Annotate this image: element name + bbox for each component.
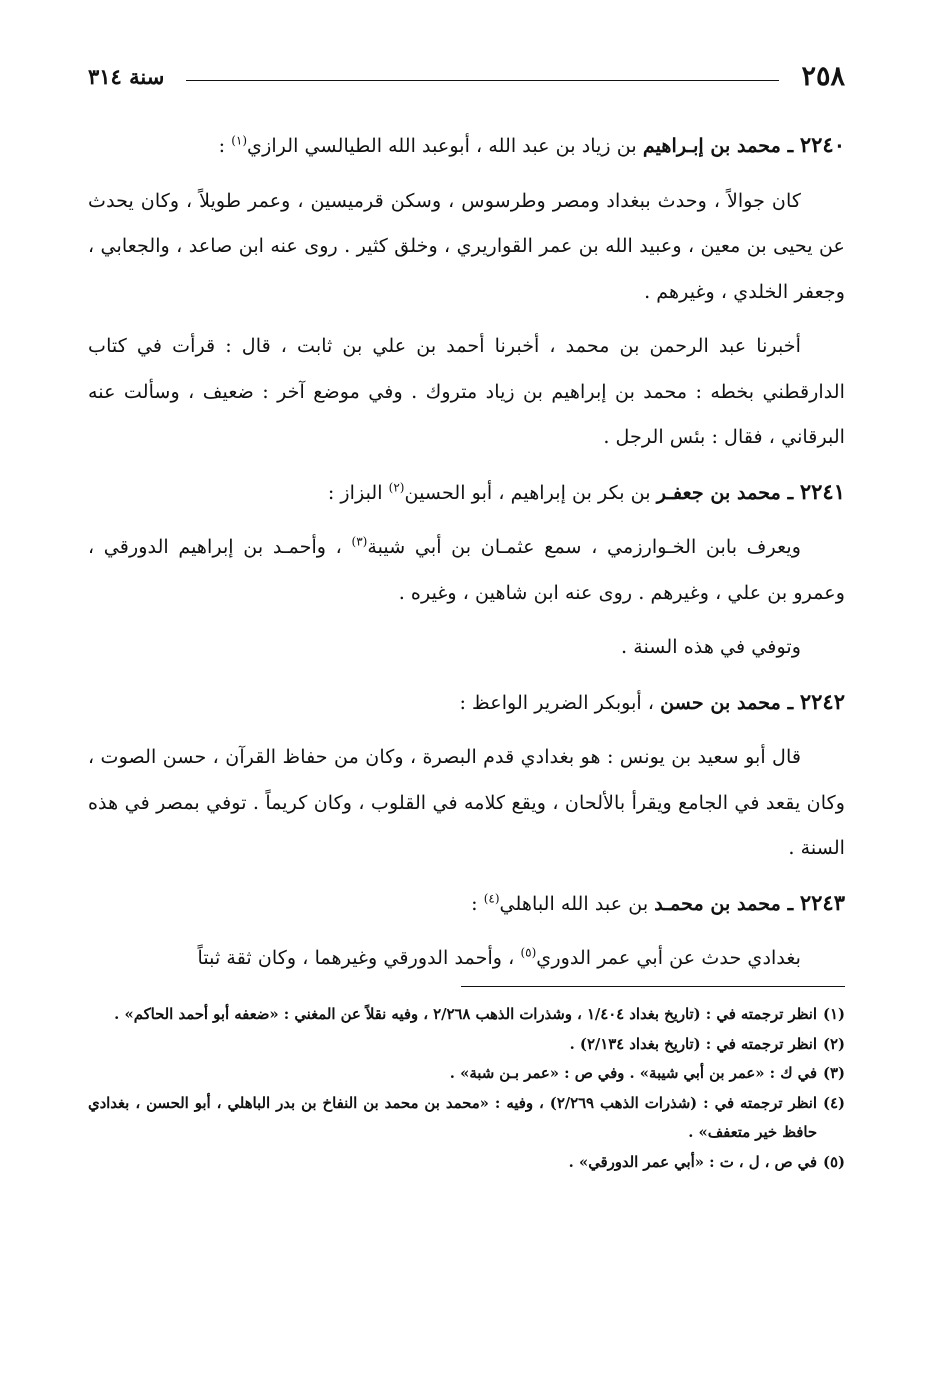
footnote: [88, 1000, 845, 1030]
entry-colon: :: [218, 134, 232, 157]
main-text: [88, 122, 845, 990]
entry-lineage: بن زياد بن عبد الله ، أبوعبد الله الطيالسي الرازي: [247, 134, 643, 157]
entry-heading: [88, 679, 845, 726]
footnote-text: في ص ، ل ، ت : «أبي عمر الدورقي» .: [568, 1153, 817, 1171]
entry-number: ٢٢٤١: [799, 478, 845, 504]
footnote-ref: (٥): [520, 945, 537, 960]
entry-heading: [88, 880, 845, 927]
entry-number: ٢٢٤٠: [799, 132, 845, 157]
paragraph: كان جوالاً ، وحدث ببغداد ومصر وطرسوس ، وسكن قرميسين ، وعمر طويلاً ، وكان يحدث عن يحيى بن معين ، وعبيد الله بن عمر القواريري ، وخلق كثير . روى عنه ابن صاعد ، والجعابي ، وجعفر الخلدي ، وغيرهم .: [88, 188, 845, 303]
entry-name: محمد بن جعفـر: [656, 480, 781, 504]
year-label: سنة ٣١٤: [88, 63, 165, 89]
footnote: [88, 1059, 845, 1089]
entry-lineage: ، أبوبكر الضرير الواعظ :: [459, 690, 661, 714]
entry-number: ٢٢٤٣: [799, 889, 845, 915]
entry-colon: البزاز :: [327, 480, 389, 504]
paragraph: أخبرنا عبد الرحمن بن محمد ، أخبرنا أحمد بن علي بن ثابت ، قال : قرأت في كتاب الدارقطني بخطه : محمد بن إبراهيم بن زياد متروك . وفي موضع آخر : ضعيف ، وسألت عنه البرقاني ، فقال : بئس الرجل .: [88, 334, 845, 448]
entry-dash: ـ: [780, 134, 800, 157]
paragraph: [88, 524, 845, 615]
entry-dash: ـ: [780, 690, 800, 714]
footnote-text: انظر ترجمته في : (شذرات الذهب ٢/٢٦٩) ، وفيه : «محمد بن محمد بن النفاخ بن بدر الباهلي ، أبو الحسن ، بغدادي حافظ خير متعفف» .: [88, 1094, 817, 1141]
paragraph-text: ، وأحمـد بن إبراهيم الدورقي ، وعمرو بن علي ، وغيرهم . روى عنه ابن شاهين ، وغيره .: [88, 535, 845, 604]
footnote-separator: [461, 986, 845, 987]
paragraph: قال أبو سعيد بن يونس : هو بغدادي قدم البصرة ، وكان من حفاظ القرآن ، حسن الصوت ، وكان يقعد في الجامع ويقرأ بالألحان ، ويقع كلامه في القلوب ، وكان كريماً . توفي بمصر في هذه السنة .: [88, 745, 845, 859]
paragraph: [88, 935, 845, 981]
entry-name: محمد بن حسن: [660, 690, 781, 714]
footnote-text: انظر ترجمته في : (تاريخ بغداد ٢/١٣٤) .: [569, 1035, 817, 1053]
footnote-number: (٢): [823, 1035, 845, 1053]
footnote-text: في ك : «عمر بن أبي شيبة» . وفي ص : «عمر بـن شبة» .: [449, 1065, 817, 1082]
header-rule: [186, 80, 779, 81]
entry-dash: ـ: [780, 480, 800, 504]
footnote-number: (٤): [823, 1094, 845, 1112]
footnote-ref: (٢): [388, 480, 405, 495]
footnotes: [88, 1000, 845, 1177]
footnote-ref: (٤): [483, 891, 500, 906]
footnote-ref: (١): [231, 133, 248, 148]
entry-number: ٢٢٤٢: [799, 688, 845, 714]
footnote: [88, 1030, 845, 1060]
entry-name: محمد بن إبـراهيم: [642, 134, 781, 157]
footnote: [88, 1148, 845, 1178]
entry-heading: [88, 469, 845, 516]
footnote-ref: (٣): [351, 534, 368, 549]
footnote-number: (٥): [823, 1153, 845, 1171]
entry-lineage: بن عبد الله الباهلي: [499, 891, 655, 915]
paragraph-text: ويعرف بابن الخـوارزمي ، سمع عثمـان بن أبي شيبة: [367, 535, 801, 558]
entry-dash: ـ: [780, 891, 800, 915]
paragraph: وتوفي في هذه السنة .: [621, 635, 801, 658]
footnote-number: (٣): [823, 1065, 845, 1082]
paragraph-text: بغدادي حدث عن أبي عمر الدوري: [536, 946, 801, 969]
entry-heading: [88, 122, 845, 169]
footnote: [88, 1089, 845, 1148]
footnote-number: (١): [823, 1006, 845, 1023]
paragraph-text: ، وأحمد الدورقي وغيرهما ، وكان ثقة ثبتاً: [197, 946, 521, 969]
running-header: [88, 56, 845, 96]
entry-name: محمد بن محمـد: [654, 891, 781, 915]
entry-colon: :: [471, 891, 484, 915]
page-number: ٢٥٨: [801, 60, 845, 92]
entry-lineage: بن بكر بن إبراهيم ، أبو الحسين: [404, 480, 657, 504]
footnote-text: انظر ترجمته في : (تاريخ بغداد ١/٤٠٤ ، وشذرات الذهب ٢/٢٦٨ ، وفيه نقلاً عن المغني : «ضعفه أبو أحمد الحاكم» .: [114, 1006, 817, 1023]
